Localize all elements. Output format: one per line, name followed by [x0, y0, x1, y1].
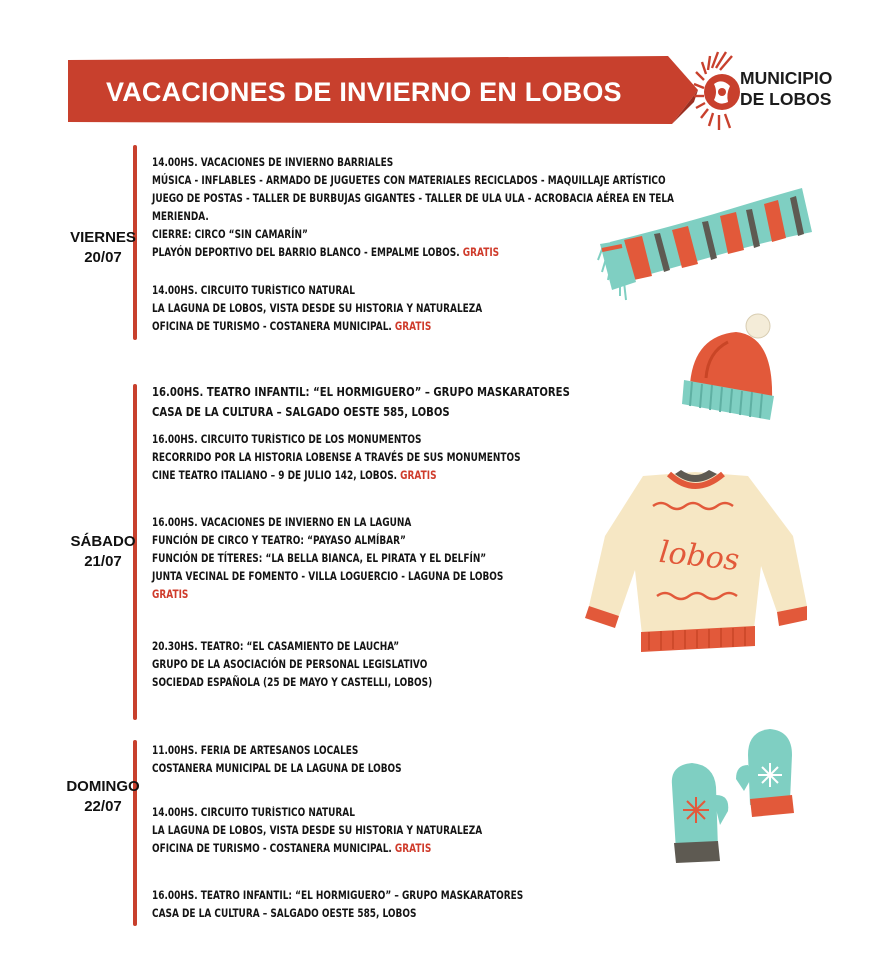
event-line: 20.30HS. TEATRO: “EL CASAMIENTO DE LAUCHA”	[152, 640, 400, 653]
day-name: SÁBADO	[70, 533, 136, 550]
event-line: FUNCIÓN DE CIRCO Y TEATRO: “PAYASO ALMÍBAR”	[152, 534, 406, 547]
title-banner	[68, 56, 698, 126]
event-line: JUEGO DE POSTAS - TALLER DE BURBUJAS GIGANTES - TALLER DE ULA ULA - ACROBACIA AÉREA EN TELA	[152, 192, 674, 205]
event-block	[152, 382, 570, 421]
event-line: COSTANERA MUNICIPAL DE LA LAGUNA DE LOBOS	[152, 762, 402, 775]
day-label-sabado	[38, 532, 168, 572]
event-line: 16.00HS. TEATRO INFANTIL: “EL HORMIGUERO” – GRUPO MASKARATORES	[152, 384, 570, 399]
day-label-domingo	[38, 777, 168, 817]
scarf-illustration	[596, 180, 816, 305]
event-line: 16.00HS. TEATRO INFANTIL: “EL HORMIGUERO” – GRUPO MASKARATORES	[152, 889, 524, 902]
event-line: 14.00HS. VACACIONES DE INVIERNO BARRIALES	[152, 156, 394, 169]
event-line-text: OFICINA DE TURISMO - COSTANERA MUNICIPAL.	[152, 842, 392, 855]
day-name: VIERNES	[70, 229, 136, 246]
free-badge: GRATIS	[462, 246, 500, 259]
day-date: 22/07	[84, 798, 122, 815]
event-line-text: OFICINA DE TURISMO - COSTANERA MUNICIPAL.	[152, 320, 392, 333]
mittens-illustration	[664, 725, 804, 865]
event-line: CASA DE LA CULTURA – SALGADO OESTE 585, LOBOS	[152, 403, 450, 419]
event-line: RECORRIDO POR LA HISTORIA LOBENSE A TRAVÉS DE SUS MONUMENTOS	[152, 451, 521, 464]
event-line: MERIENDA.	[152, 210, 209, 223]
event-block	[152, 638, 432, 692]
free-badge: GRATIS	[400, 469, 437, 482]
sweater-text: lobos	[657, 534, 741, 579]
event-line: MÚSICA - INFLABLES - ARMADO DE JUGUETES CON MATERIALES RECICLADOS - MAQUILLAJE ARTÍSTICO	[152, 174, 666, 187]
free-badge: GRATIS	[394, 842, 432, 855]
free-badge: GRATIS	[152, 588, 189, 601]
day-divider-domingo	[133, 740, 137, 926]
event-line: 16.00HS. CIRCUITO TURÍSTICO DE LOS MONUMENTOS	[152, 433, 422, 446]
event-line: CASA DE LA CULTURA – SALGADO OESTE 585, LOBOS	[152, 907, 417, 920]
beanie-illustration	[680, 312, 780, 422]
event-line	[152, 840, 482, 858]
sweater-illustration	[583, 466, 808, 656]
event-line	[152, 318, 482, 336]
day-label-viernes	[38, 228, 168, 268]
sun-emblem-icon	[692, 48, 740, 134]
day-date: 20/07	[84, 249, 122, 266]
event-line-text: PLAYÓN DEPORTIVO DEL BARRIO BLANCO - EMPALME LOBOS.	[152, 246, 460, 259]
event-line: GRUPO DE LA ASOCIACIÓN DE PERSONAL LEGISLATIVO	[152, 658, 428, 671]
logo-text	[740, 68, 832, 110]
event-line: LA LAGUNA DE LOBOS, VISTA DESDE SU HISTORIA Y NATURALEZA	[152, 824, 483, 837]
event-line	[152, 467, 521, 485]
event-block	[152, 431, 521, 485]
event-line: CIERRE: CIRCO “SIN CAMARÍN”	[152, 228, 308, 241]
event-line-text: CINE TEATRO ITALIANO – 9 DE JULIO 142, LOBOS.	[152, 469, 398, 482]
page-title: VACACIONES DE INVIERNO EN LOBOS	[106, 77, 622, 107]
event-line: FUNCIÓN DE TÍTERES: “LA BELLA BIANCA, EL PIRATA Y EL DELFÍN”	[152, 552, 487, 565]
event-line: SOCIEDAD ESPAÑOLA (25 DE MAYO Y CASTELLI, LOBOS)	[152, 676, 433, 689]
logo-line-1: MUNICIPIO	[740, 68, 833, 88]
day-date: 21/07	[84, 553, 122, 570]
event-block	[152, 887, 523, 923]
event-block	[152, 282, 482, 336]
event-line: 16.00HS. VACACIONES DE INVIERNO EN LA LAGUNA	[152, 516, 412, 529]
event-block	[152, 742, 402, 778]
event-block	[152, 804, 482, 858]
event-line: LA LAGUNA DE LOBOS, VISTA DESDE SU HISTORIA Y NATURALEZA	[152, 302, 483, 315]
event-line: 14.00HS. CIRCUITO TURÍSTICO NATURAL	[152, 806, 355, 819]
event-line: JUNTA VECINAL DE FOMENTO - VILLA LOGUERCIO - LAGUNA DE LOBOS	[152, 570, 504, 583]
free-badge: GRATIS	[394, 320, 432, 333]
event-line: 11.00HS. FERIA DE ARTESANOS LOCALES	[152, 744, 359, 757]
logo-line-2: DE LOBOS	[740, 89, 832, 109]
day-name: DOMINGO	[66, 778, 140, 795]
event-line: 14.00HS. CIRCUITO TURÍSTICO NATURAL	[152, 284, 355, 297]
event-block	[152, 514, 503, 604]
municipio-logo	[692, 48, 862, 134]
